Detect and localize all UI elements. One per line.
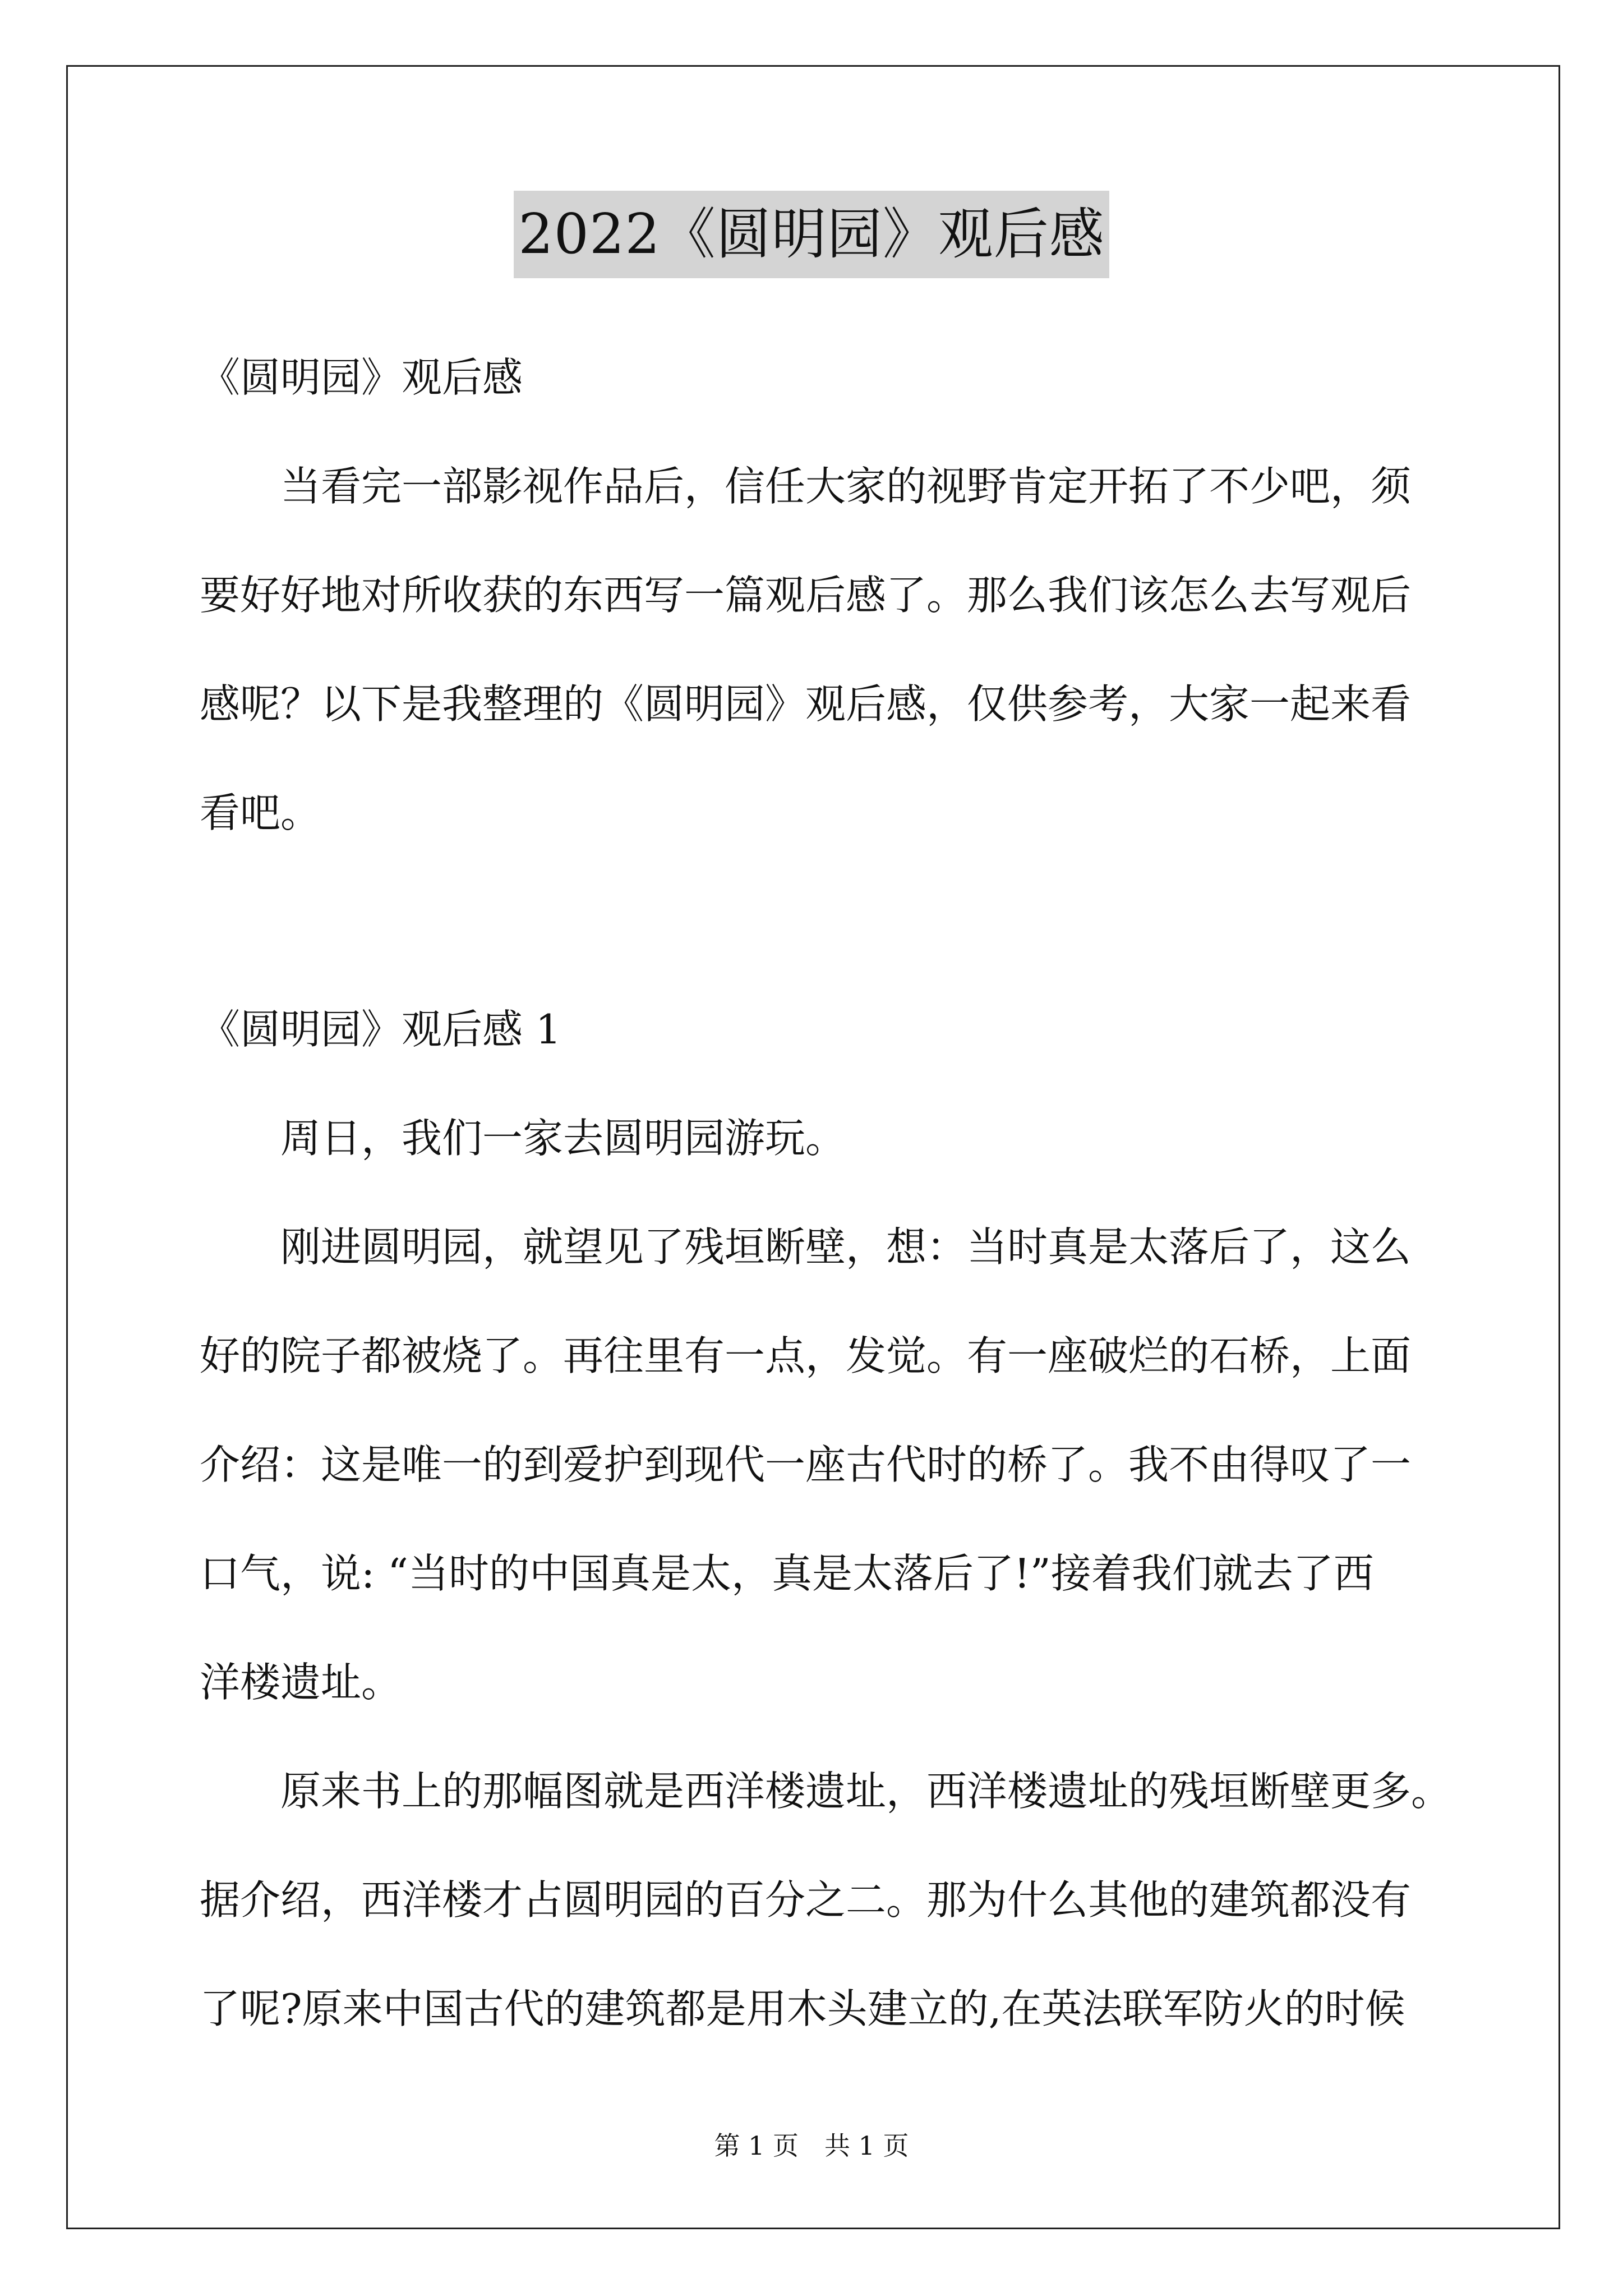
paragraph-line: 好的院子都被烧了。再往里有一点，发觉。有一座破烂的石桥，上面	[200, 1332, 1412, 1379]
paragraph-line: 刚进圆明园，就望见了残垣断壁，想：当时真是太落后了，这么	[280, 1223, 1412, 1271]
paragraph-line: 原来书上的那幅图就是西洋楼遗址，西洋楼遗址的残垣断壁更多。	[280, 1768, 1452, 1815]
paragraph-line: 了呢?原来中国古代的建筑都是用木头建立的,在英法联军防火的时候	[200, 1985, 1405, 2032]
paragraph-line: 要好好地对所收获的东西写一篇观后感了。那么我们该怎么去写观后	[200, 572, 1412, 619]
paragraph-line: 据介绍，西洋楼才占圆明园的百分之二。那为什么其他的建筑都没有	[200, 1876, 1412, 1924]
intro-heading: 《圆明园》观后感	[200, 354, 523, 401]
title-container	[0, 191, 1623, 278]
paragraph-line: 介绍：这是唯一的到爱护到现代一座古代时的桥了。我不由得叹了一	[200, 1441, 1412, 1488]
page-footer: 第 1 页 共 1 页	[714, 2131, 909, 2161]
paragraph-line: 感呢？以下是我整理的《圆明园》观后感，仅供参考，大家一起来看	[200, 680, 1412, 728]
section-heading: 《圆明园》观后感 1	[200, 1006, 561, 1053]
paragraph-line: 洋楼遗址。	[200, 1659, 402, 1706]
paragraph-line: 周日，我们一家去圆明园游玩。	[280, 1115, 846, 1162]
document-title: 2022《圆明园》观后感	[514, 191, 1109, 278]
paragraph-line: 看吧。	[200, 789, 321, 836]
paragraph-line: 口气，说: “当时的中国真是太，真是太落后了!”接着我们就去了西	[200, 1550, 1374, 1597]
paragraph-line: 当看完一部影视作品后，信任大家的视野肯定开拓了不少吧，须	[280, 463, 1412, 510]
